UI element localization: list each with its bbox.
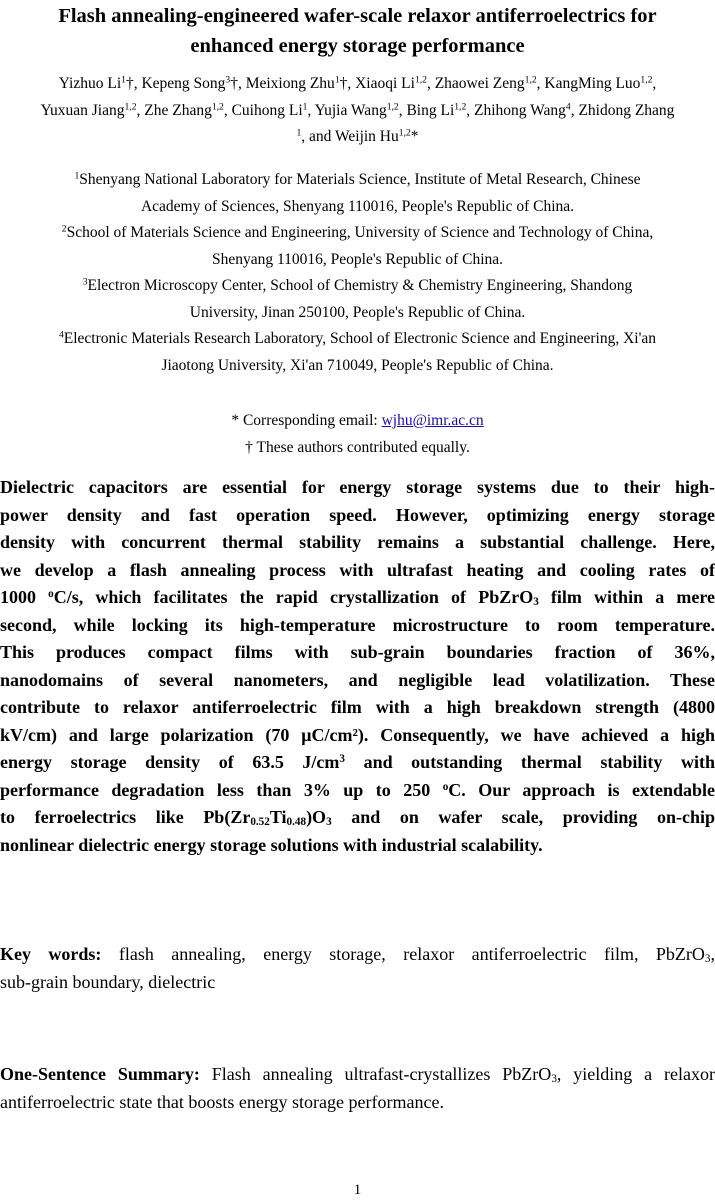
affiliation-number: 3 [82,276,88,288]
author-affil: 1,2 [398,127,411,139]
corresponding-email-line [0,408,715,435]
formula-sub: 0.48 [286,816,307,829]
author-affil: 1,2 [414,74,427,86]
keywords-text: , [710,944,715,964]
abstract-line: we develop a flash annealing process with ultrafast heating and cooling rates of [0,559,715,580]
correspondence [0,408,715,461]
author-mark: , [398,101,407,119]
author-affil: 1,2 [524,74,537,86]
affiliation-text: Shenyang National Laboratory for Materials Science, Institute of Metal Research, Chinese [79,171,641,188]
abstract-text: and outstanding thermal stability with [344,752,715,772]
author-mark: , [536,75,545,92]
email-link[interactable]: wjhu@imr.ac.cn [381,412,484,429]
author-name: Kepeng Song [141,75,226,92]
author-name: Zhe Zhang [144,101,212,119]
affiliation-text: School of Materials Science and Engineering, University of Science and Technology of China, [66,224,654,241]
affiliation-3-cont: University, Jinan 250100, People's Republic of China. [189,303,526,321]
abstract-line [0,749,715,777]
abstract-text: performance degradation less than 3% up to 250 [0,779,443,800]
keywords-label: Key words: [0,944,102,964]
author-mark: , [223,101,232,119]
author-affil: 1 [302,101,308,113]
abstract-text: C. Our approach is extendable [448,779,715,800]
affiliation-4-cont: Jiaotong University, Xi'an 710049, People's Republic of China. [161,356,554,374]
abstract-line: density with concurrent thermal stability remains a substantial challenge. Here, [0,532,715,552]
author-mark: , [307,101,315,119]
affiliation-text: Electron Microscopy Center, School of Chemistry & Chemistry Engineering, Shandong [87,277,633,294]
page-number: 1 [353,1182,362,1198]
degree-sup: o [442,780,449,793]
abstract-line: kV/cm) and large polarization (70 μC/cm²). Consequently, we have achieved a high [0,724,715,745]
author-affil: 1 [296,127,302,139]
author-affil: 1,2 [386,101,399,113]
abstract-line: nanodomains of several nanometers, and negligible lead volatilization. These [0,669,715,690]
author-name-first: Zhidong Zhang [578,101,675,119]
abstract-line [0,584,715,612]
abstract-line: contribute to relaxor antiferroelectric film with a high breakdown strength (4800 [0,697,715,717]
author-mark: , [426,75,435,92]
abstract [0,474,715,859]
abstract-text: film within a mere [538,587,715,607]
author-mark: * [410,128,419,145]
unit-sup: 3 [339,752,345,765]
keywords-text: flash annealing, energy storage, relaxor antiferroelectric film, PbZrO [101,944,705,964]
abstract-text: energy storage density of 63.5 J/cm [0,752,340,772]
author-mark: †, [339,75,356,92]
affiliation-1-cont: Academy of Sciences, Shenyang 110016, People's Republic of China. [140,197,575,215]
author-name: Meixiong Zhu [245,75,335,92]
author-affil: 1 [334,74,340,86]
author-mark: , and [301,128,335,145]
keywords-line-1 [0,941,715,969]
abstract-line: second, while locking its high-temperature microstructure to room temperature. [0,614,715,635]
author-name: KangMing Luo [544,75,641,92]
author-name: Zhaowei Zeng [434,75,525,92]
abstract-text: 1000 [0,587,49,607]
one-sentence-summary [0,1061,715,1116]
affiliation-list [0,167,715,379]
title-line-2: enhanced energy storage performance [190,35,525,57]
formula-sub: 3 [551,1073,557,1086]
title-line-1: Flash annealing-engineered wafer-scale relaxor antiferroelectrics for [58,5,657,27]
degree-sup: o [48,587,54,600]
affiliation-number: 2 [61,223,67,235]
affiliation-2 [0,220,715,247]
corresponding-label: * Corresponding email: [231,412,382,429]
author-name: Weijin Hu [335,128,399,145]
author-name: Zhihong Wang [474,101,566,119]
abstract-text: Ti [269,807,287,827]
author-mark: †, [230,75,246,92]
author-mark: , [136,101,145,119]
author-mark: , [466,101,474,119]
summary-label: One-Sentence Summary: [0,1064,200,1084]
author-name: Yuxuan Jiang [40,101,125,119]
author-affil: 1,2 [454,101,467,113]
author-affil: 1,2 [640,74,653,86]
author-affil: 1 [121,74,126,86]
summary-text: Flash annealing ultrafast-crystallizes PbZrO [199,1064,552,1084]
affiliation-2-cont: Shenyang 110016, People's Republic of China. [211,250,504,268]
author-mark: , [570,101,579,119]
affiliation-1 [0,167,715,194]
author-line-1 [0,71,715,98]
abstract-line [0,804,715,832]
formula-sub: 3 [704,953,711,966]
affiliation-number: 4 [58,329,64,341]
abstract-text: C/s, which facilitates the rapid crystallization of PbZrO [53,587,534,607]
author-name: Cuihong Li [231,101,303,119]
author-name: Xiaoqi Li [355,75,415,92]
paper-title [0,1,715,61]
abstract-text: to ferroelectrics like Pb(Zr [0,807,251,827]
affiliation-number: 1 [74,170,80,182]
keywords-line-2: sub-grain boundary, dielectric [0,971,216,992]
affiliation-3 [0,273,715,300]
author-mark: †, [125,75,142,92]
abstract-text: )O [306,807,327,827]
abstract-line: nonlinear dielectric energy storage solutions with industrial scalability. [0,834,543,855]
keywords [0,941,715,996]
author-name: Bing Li [406,101,455,119]
author-line-2 [0,98,715,125]
author-mark: , [652,75,657,92]
abstract-text: and on wafer scale, providing on-chip [331,807,715,827]
author-affil: 3 [225,74,231,86]
affiliation-text: Electronic Materials Research Laboratory, School of Electronic Science and Engineering, Xi'an [63,330,657,347]
formula-sub: 3 [533,596,539,609]
author-name: Yizhuo Li [58,75,122,92]
equal-contribution-note: † These authors contributed equally. [245,438,470,456]
author-line-3 [0,124,715,151]
affiliation-4 [0,326,715,353]
author-affil: 1,2 [211,101,224,113]
abstract-line: Dielectric capacitors are essential for energy storage systems due to their high- [0,477,715,497]
abstract-line [0,777,715,805]
abstract-line: This produces compact films with sub-grain boundaries fraction of 36%, [0,642,715,662]
abstract-line: power density and fast operation speed. However, optimizing energy storage [0,504,715,525]
formula-sub: 0.52 [250,816,270,829]
formula-sub: 3 [326,816,332,829]
author-name: Yujia Wang [314,101,387,119]
author-list [0,71,715,151]
author-affil: 4 [565,101,571,113]
summary-text: , yielding a relaxor antiferroelectric state that boosts energy storage performance. [0,1064,715,1112]
author-affil: 1,2 [124,101,137,113]
